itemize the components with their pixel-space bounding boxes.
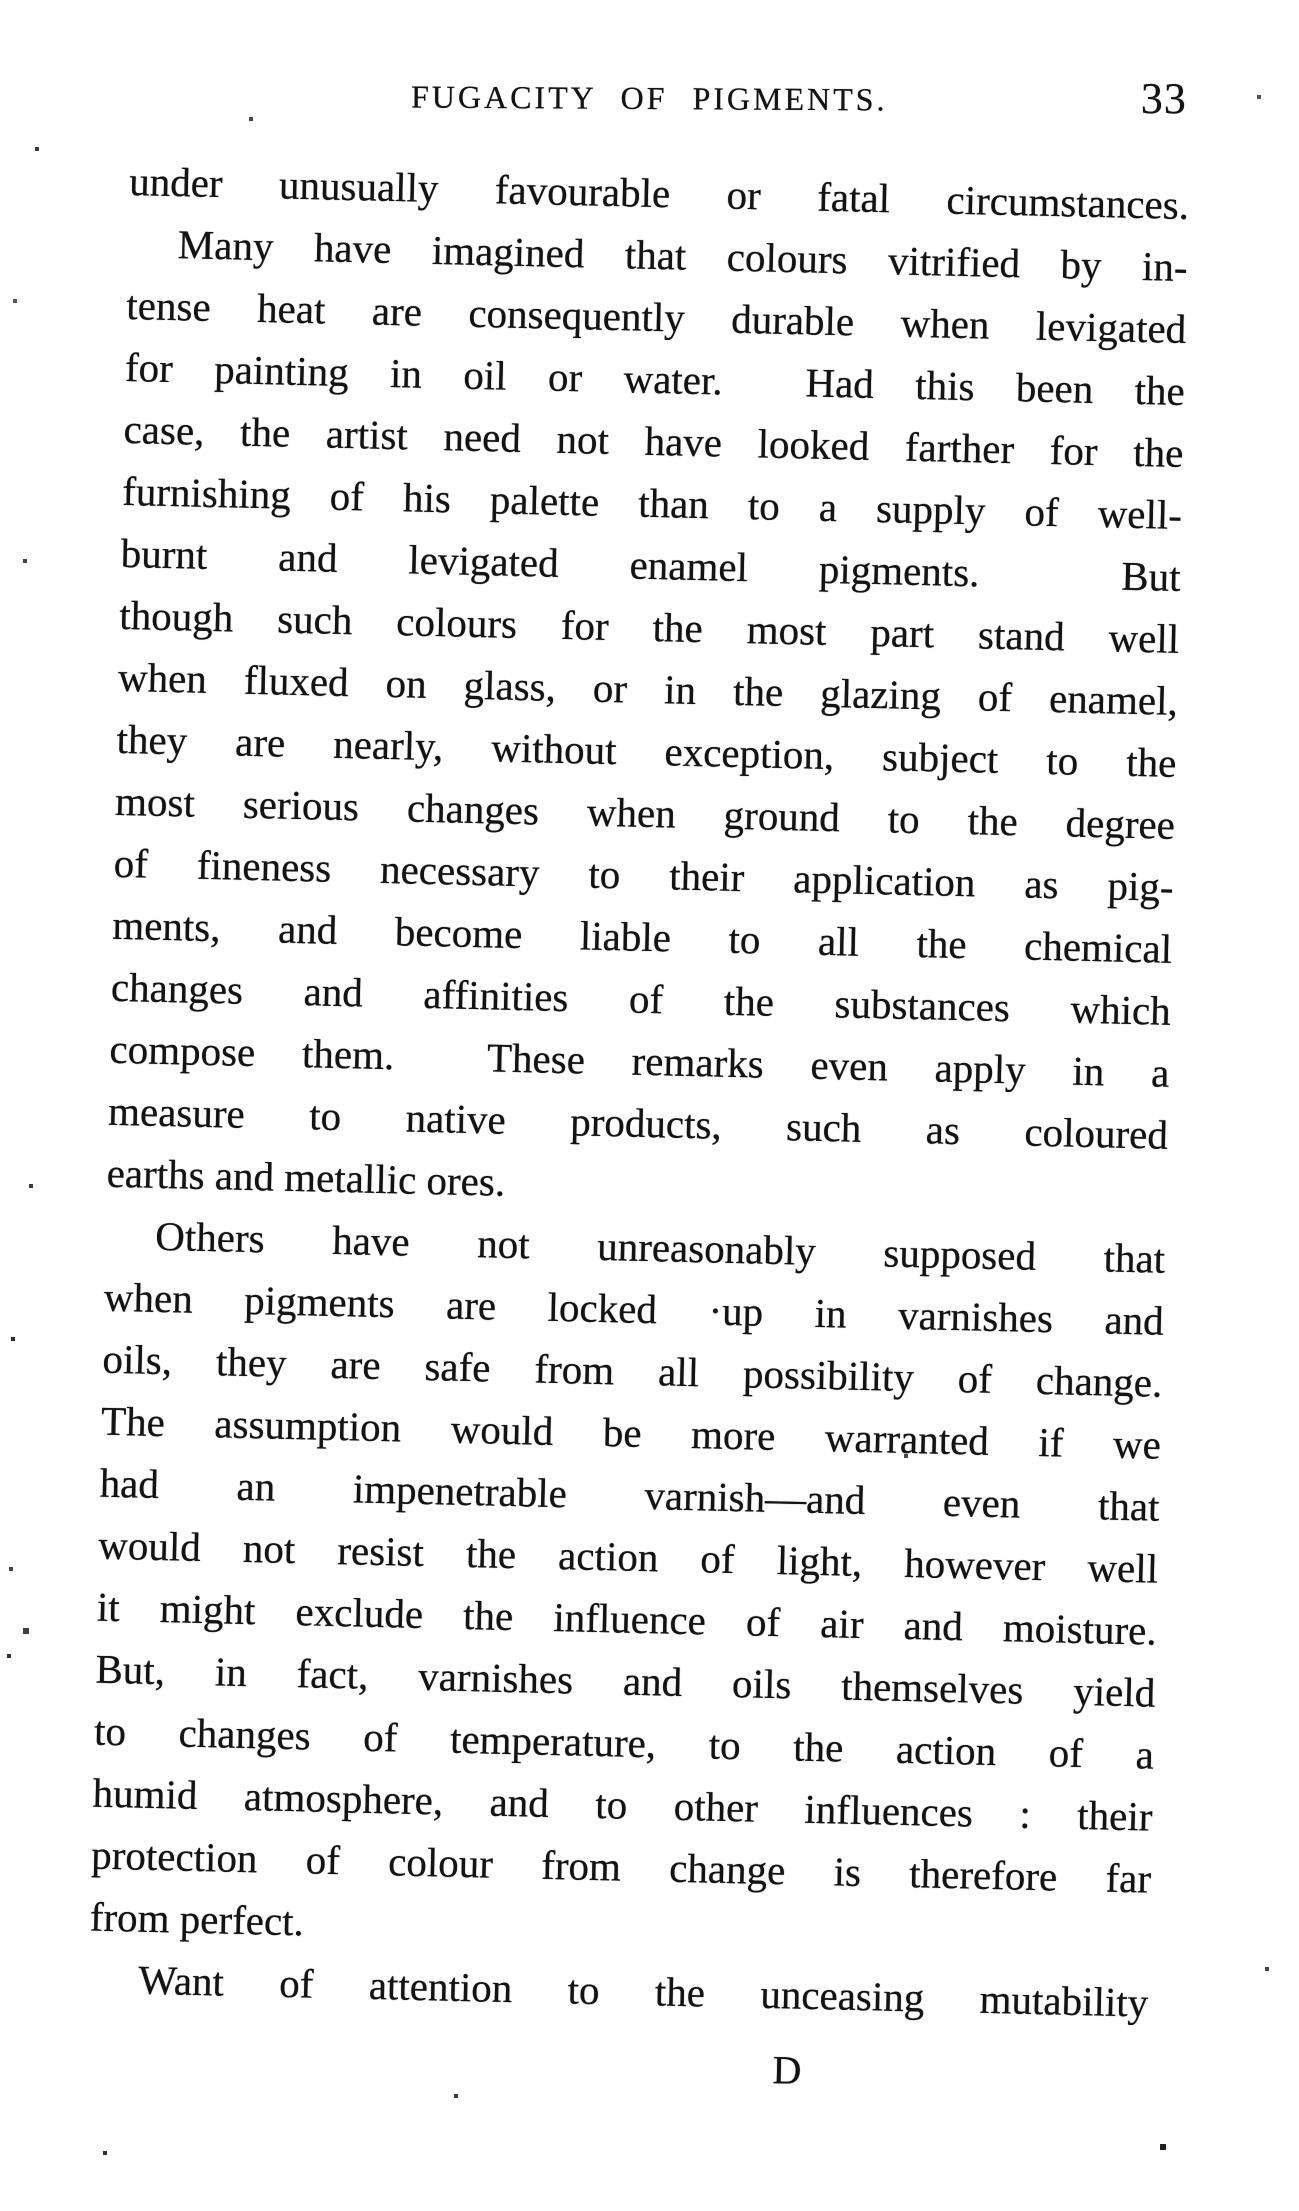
text-line: had an impenetrable varnish—and even that: [99, 1459, 1161, 1530]
text-line: But, in fact, varnishes and oils themselves yield: [95, 1645, 1156, 1716]
body-text: [86, 150, 1190, 2110]
text-line: oils, they are safe from all possibility of change.: [102, 1335, 1163, 1406]
text-line: it might exclude the influence of air and moisture.: [96, 1583, 1158, 1654]
text-line: they are nearly, without exception, subject to the: [116, 715, 1177, 786]
text-line: humid atmosphere, and to other influences : their: [92, 1769, 1153, 1840]
running-title: FUGACITY OF PIGMENTS.: [410, 78, 888, 118]
text-line: would not resist the action of light, however well: [97, 1521, 1159, 1592]
text-line: Others have not unreasonably supposed that: [154, 1212, 1166, 1282]
catchword: D: [772, 2047, 803, 2093]
text-line: burnt and levigated enamel pigments. But: [120, 529, 1182, 600]
text-line: furnishing of his palette than to a supply of well-: [121, 467, 1183, 538]
page-number: 33: [1140, 73, 1187, 124]
text-line: tense heat are consequently durable when levigated: [125, 281, 1187, 353]
text-line: earths and metallic ores.: [106, 1149, 506, 1205]
text-line: from perfect.: [89, 1893, 305, 1945]
text-line: ments, and become liable to all the chemical: [111, 901, 1173, 972]
text-line: compose them. These remarks even apply in a: [109, 1025, 1170, 1096]
text-line: Want of attention to the unceasing mutability: [137, 1956, 1149, 2026]
text-line: for painting in oil or water. Had this been the: [124, 343, 1186, 414]
text-line: The assumption would be more warranted if we: [100, 1397, 1162, 1468]
text-line: protection of colour from change is therefore far: [90, 1831, 1152, 1902]
scan-noise-specks: [0, 0, 2, 2]
text-line: measure to native products, such as coloured: [107, 1087, 1169, 1158]
text-line: Many have imagined that colours vitrified by in-: [177, 221, 1189, 291]
text-line: under unusually favourable or fatal circumstances.: [128, 157, 1190, 229]
text-line: when fluxed on glass, or in the glazing of enamel,: [117, 653, 1179, 724]
text-line: of fineness necessary to their application as pig-: [113, 839, 1175, 910]
text-line: though such colours for the most part stand well: [118, 591, 1180, 662]
text-line: case, the artist need not have looked farther for the: [123, 405, 1184, 476]
text-line: to changes of temperature, to the action of a: [93, 1707, 1155, 1778]
text-line: when pigments are locked ·up in varnishes and: [103, 1273, 1165, 1344]
running-head: [0, 62, 1299, 126]
text-line: most serious changes when ground to the degree: [114, 777, 1176, 848]
text-line: changes and affinities of the substances which: [110, 963, 1172, 1034]
